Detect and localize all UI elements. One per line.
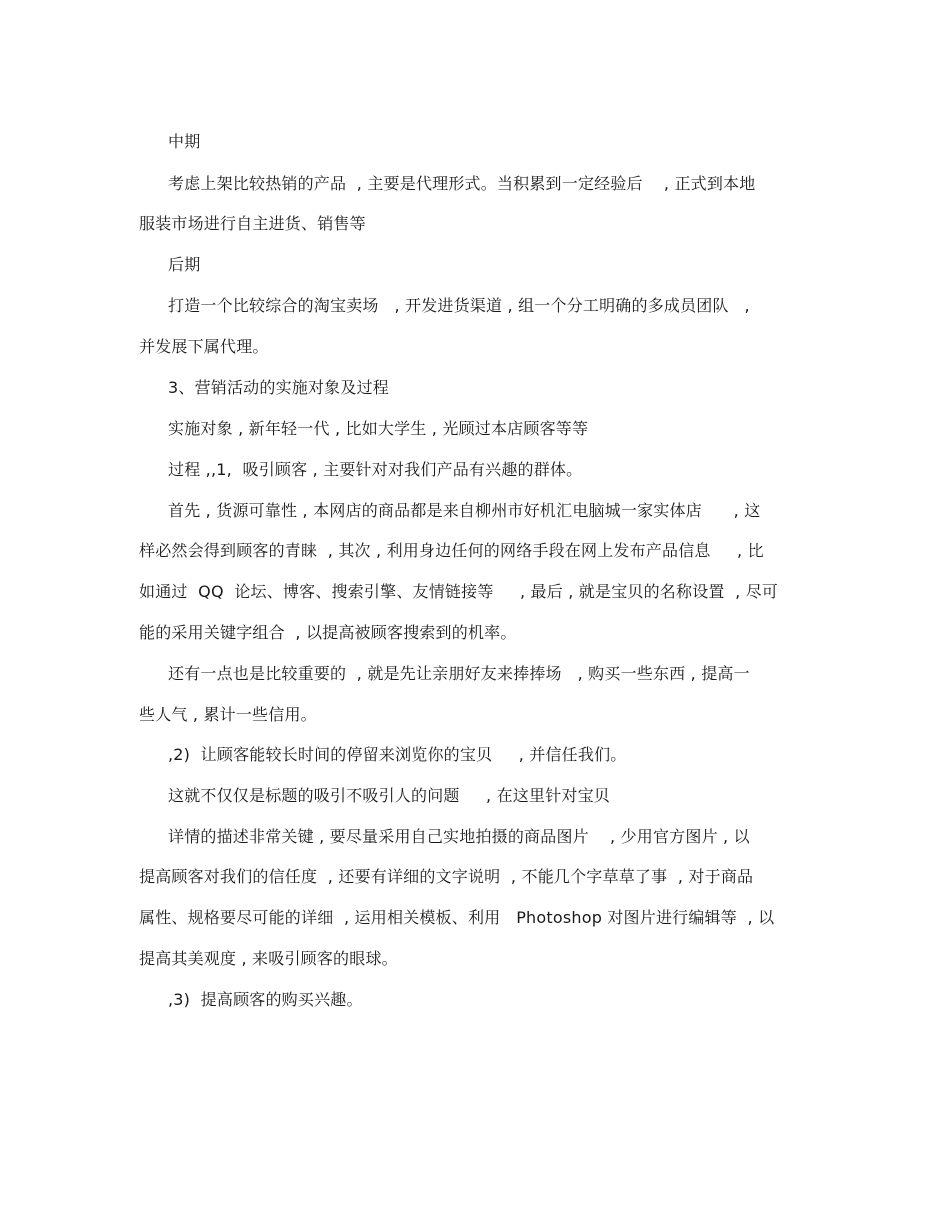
paragraph-line: 还有一点也是比较重要的 , 就是先让亲朋好友来捧捧场 , 购买一些东西 , 提高一 [168,664,750,683]
paragraph-line: 打造一个比较综合的淘宝卖场 , 开发进货渠道 , 组一个分工明确的多成员团队 , [168,296,750,315]
paragraph-line: 考虑上架比较热销的产品 , 主要是代理形式。当积累到一定经验后 , 正式到本地 [168,174,756,193]
paragraph-line: ,2) 让顾客能较长时间的停留来浏览你的宝贝 , 并信任我们。 [168,745,627,764]
section-heading-mid-term: 中期 [168,132,201,151]
paragraph-line: 首先 , 货源可靠性 , 本网店的商品都是来自柳州市好机汇电脑城一家实体店 , 这 [168,501,761,520]
paragraph-line: 样必然会得到顾客的青睐 , 其次 , 利用身边任何的网络手段在网上发布产品信息 , 比 [139,541,764,560]
paragraph-line: 服装市场进行自主进货、销售等 [139,214,366,233]
paragraph-line: 提高顾客对我们的信任度 , 还要有详细的文字说明 , 不能几个字草草了事 , 对于商品 [139,867,754,886]
section-heading-3: 3、营销活动的实施对象及过程 [168,378,389,397]
paragraph-line: 详情的描述非常关键 , 要尽量采用自己实地拍摄的商品图片 , 少用官方图片 , 以 [168,827,750,846]
paragraph-line: 并发展下属代理。 [139,337,269,356]
paragraph-line: 能的采用关键字组合 , 以提高被顾客搜索到的机率。 [139,623,517,642]
section-heading-late-term: 后期 [168,255,201,274]
paragraph-line: 提高其美观度 , 来吸引顾客的眼球。 [139,949,398,968]
paragraph-line: 些人气 , 累计一些信用。 [139,705,317,724]
paragraph-line: 如通过 QQ 论坛、博客、搜索引擎、友情链接等 , 最后 , 就是宝贝的名称设置 , 尽可 [139,582,779,601]
paragraph-line: 这就不仅仅是标题的吸引不吸引人的问题 , 在这里针对宝贝 [168,786,611,805]
paragraph-line: ,3) 提高顾客的购买兴趣。 [168,990,363,1009]
paragraph-line: 属性、规格要尽可能的详细 , 运用相关模板、利用 Photoshop 对图片进行编辑等 , 以 [139,908,775,927]
paragraph-line: 过程 ,,1, 吸引顾客 , 主要针对对我们产品有兴趣的群体。 [168,460,583,479]
paragraph-line: 实施对象 , 新年轻一代 , 比如大学生 , 光顾过本店顾客等等 [168,419,589,438]
